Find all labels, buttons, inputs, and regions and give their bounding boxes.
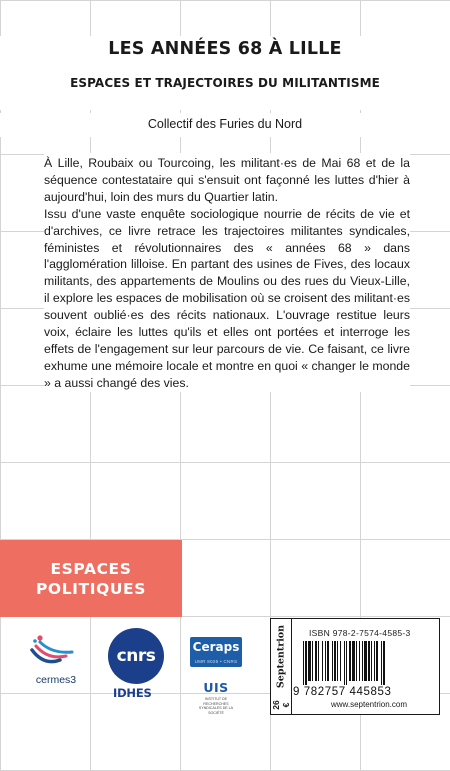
blurb-paragraph: À Lille, Roubaix ou Tourcoing, les militant·es de Mai 68 et de la séquence contestataire qui s'ensuit ont façonné les luttes d'hier à aujourd'hui, loin des murs du Quartier latin. [44, 156, 410, 204]
publisher-strip [271, 619, 292, 714]
cermes3-logo-icon [26, 628, 86, 670]
idhes-logo: IDHES [113, 686, 152, 700]
book-subtitle: ESPACES ET TRAJECTOIRES DU MILITANTISME [70, 76, 380, 90]
cnrs-label: cnrs [116, 646, 156, 666]
uis-sublabel: INSTITUT DE RECHERCHES SYNDICALES DE LA SOCIÉTÉ [198, 697, 234, 715]
publisher-website: www.septentrion.com [330, 700, 408, 709]
ceraps-sublabel: UMR 8026 • CNRS [194, 659, 238, 664]
barcode-digits: 9 782757 445853 [293, 686, 392, 698]
blurb-text [44, 153, 410, 392]
author-name: Collectif des Furies du Nord [147, 117, 303, 131]
author-block [0, 113, 450, 137]
cermes3-logo [26, 628, 86, 686]
blurb-paragraph: Issu d'une vaste enquête sociologique nourrie de récits de vie et d'archives, ce livre retrace les trajectoires militantes syndicales, féministes et révolutionnaires des « années 68 » dans l'agglomération lilloise. En partant des usines de Fives, des locaux militants, des appartements de Moulins ou des rues du Vieux-Lille, il explore les espaces de mobilisation où se croisent des militant·es souvent oublié·es des récits nationaux. L'ouvrage restitue leurs voix, éclaire les luttes qu'ils et elles ont portées et interroge les effets de l'engagement sur leur parcours de vie. Ce faisant, ce livre exhume une mémoire locale et montre en quoi « changer le monde » a aussi changé des vies. [44, 206, 410, 390]
cermes3-label: cermes3 [35, 674, 77, 686]
uis-label: UIS [203, 680, 229, 695]
ceraps-logo [190, 637, 242, 667]
collection-band [0, 540, 182, 617]
book-title: LES ANNÉES 68 À LILLE [108, 39, 342, 59]
ceraps-label: Ceraps [192, 640, 240, 654]
collection-label [0, 540, 182, 617]
publisher-name: Septentrion [275, 624, 287, 689]
isbn-barcode-box [270, 618, 440, 715]
isbn-text: ISBN 978-2-7574-4585-3 [309, 628, 411, 638]
title-block [0, 36, 450, 110]
uis-logo [196, 680, 236, 716]
collection-label-line: POLITIQUES [35, 579, 147, 598]
collection-label-line: ESPACES [50, 559, 132, 578]
price-label: 26 € [271, 700, 291, 710]
barcode-icon [301, 641, 435, 685]
cnrs-logo [108, 628, 164, 684]
